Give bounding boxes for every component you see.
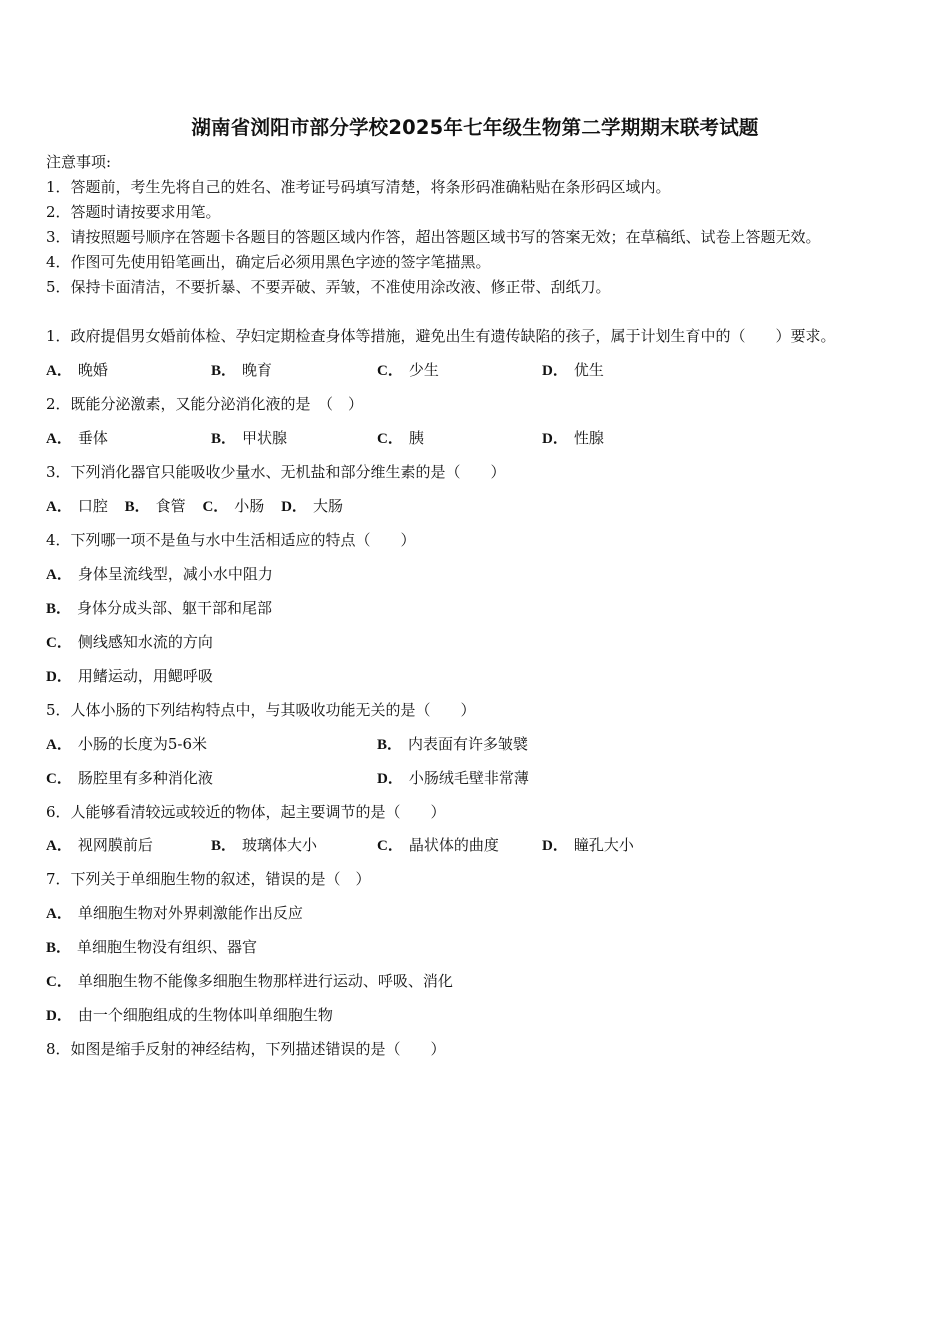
option-letter: C．: [377, 431, 403, 447]
option-b: [46, 598, 272, 619]
option-b: [125, 497, 186, 515]
option-b: [377, 734, 528, 755]
option-letter: D．: [46, 1008, 72, 1024]
option-text: 用鳍运动，用鳃呼吸: [77, 667, 213, 685]
option-text: 玻璃体大小: [242, 836, 318, 854]
option-d: [542, 428, 604, 449]
option-text: 内表面有许多皱襞: [408, 735, 529, 753]
option-text: 视网膜前后: [77, 836, 153, 854]
option-letter: C．: [377, 838, 403, 854]
option-c: [377, 360, 439, 381]
option-letter: B．: [46, 601, 72, 617]
option-letter: C．: [46, 771, 72, 787]
option-c: [202, 497, 264, 515]
option-letter: D．: [542, 838, 568, 854]
option-d: [46, 666, 213, 687]
option-letter: D．: [281, 499, 307, 515]
notes-item: 4．作图可先使用铅笔画出，确定后必须用黑色字迹的签字笔描黑。: [46, 253, 491, 271]
option-c: [46, 632, 213, 653]
option-b: [211, 835, 317, 856]
option-text: 晚婚: [77, 361, 108, 379]
option-d: [542, 835, 634, 856]
notes-item: 1．答题前，考生先将自己的姓名、准考证号码填写清楚，将条形码准确粘贴在条形码区域内。: [46, 178, 671, 196]
option-text: 瞳孔大小: [573, 836, 634, 854]
option-text: 食管: [155, 497, 186, 515]
notes-heading: 注意事项:: [46, 153, 112, 171]
option-text: 身体呈流线型，减小水中阻力: [77, 565, 273, 583]
option-letter: D．: [542, 363, 568, 379]
option-text: 单细胞生物不能像多细胞生物那样进行运动、呼吸、消化: [77, 972, 453, 990]
option-a: [46, 360, 108, 381]
option-letter: B．: [124, 499, 150, 515]
option-letter: C．: [46, 974, 72, 990]
option-d: [542, 360, 604, 381]
option-text: 由一个细胞组成的生物体叫单细胞生物: [77, 1006, 333, 1024]
option-letter: D．: [377, 771, 403, 787]
question-stem: 1．政府提倡男女婚前体检、孕妇定期检查身体等措施，避免出生有遗传缺陷的孩子，属于计划生育中的（ ）要求。: [46, 327, 836, 345]
option-d: [46, 1005, 333, 1026]
option-letter: A．: [46, 567, 72, 583]
question-stem: 5．人体小肠的下列结构特点中，与其吸收功能无关的是（ ）: [46, 701, 476, 719]
page-title: 湖南省浏阳市部分学校2025年七年级生物第二学期期末联考试题: [191, 116, 759, 139]
question-stem: 7．下列关于单细胞生物的叙述，错误的是（ ）: [46, 870, 371, 888]
options-row: [46, 734, 926, 754]
option-letter: B．: [211, 431, 237, 447]
option-letter: C．: [202, 499, 229, 515]
options-row: [46, 360, 926, 380]
option-letter: B．: [377, 737, 403, 753]
option-c: [377, 835, 499, 856]
question-stem: 3．下列消化器官只能吸收少量水、无机盐和部分维生素的是（ ）: [46, 463, 506, 481]
option-text: 身体分成头部、躯干部和尾部: [77, 599, 273, 617]
option-text: 单细胞生物没有组织、器官: [77, 938, 258, 956]
option-text: 晚育: [242, 361, 273, 379]
option-d: [377, 768, 529, 789]
option-text: 大肠: [312, 497, 343, 515]
option-text: 单细胞生物对外界刺激能作出反应: [77, 904, 303, 922]
option-text: 小肠: [234, 497, 265, 515]
option-text: 优生: [573, 361, 604, 379]
option-a: [46, 428, 108, 449]
option-letter: A．: [46, 737, 72, 753]
option-c: [46, 768, 213, 789]
option-letter: B．: [46, 940, 72, 956]
options-row: [46, 428, 926, 448]
option-d: [281, 497, 343, 515]
option-text: 少生: [408, 361, 439, 379]
option-letter: A．: [46, 499, 72, 515]
option-text: 甲状腺: [242, 429, 288, 447]
option-b: [211, 360, 272, 381]
question-stem: 2．既能分泌激素，又能分泌消化液的是 （ ）: [46, 395, 364, 413]
option-a: [46, 497, 108, 515]
option-a: [46, 835, 153, 856]
option-text: 晶状体的曲度: [408, 836, 499, 854]
option-letter: A．: [46, 906, 72, 922]
option-letter: B．: [211, 363, 237, 379]
option-text: 小肠的长度为5-6米: [77, 735, 207, 753]
option-letter: C．: [46, 635, 72, 651]
notes-item: 5．保持卡面清洁，不要折暴、不要弄破、弄皱，不准使用涂改液、修正带、刮纸刀。: [46, 278, 611, 296]
options-row: [46, 768, 926, 788]
option-text: 肠腔里有多种消化液: [77, 769, 213, 787]
option-text: 侧线感知水流的方向: [77, 633, 213, 651]
options-row: [46, 835, 926, 855]
option-text: 胰: [408, 429, 424, 447]
notes-item: 3．请按照题号顺序在答题卡各题目的答题区域内作答，超出答题区域书写的答案无效；在草稿纸、试卷上答题无效。: [46, 228, 821, 246]
notes-item: 2．答题时请按要求用笔。: [46, 203, 221, 221]
question-stem: 8．如图是缩手反射的神经结构，下列描述错误的是（ ）: [46, 1040, 446, 1058]
option-a: [46, 734, 207, 755]
option-text: 小肠绒毛壁非常薄: [408, 769, 529, 787]
option-c: [46, 971, 453, 992]
option-a: [46, 903, 303, 924]
option-a: [46, 564, 273, 585]
option-b: [46, 937, 257, 958]
option-letter: D．: [542, 431, 568, 447]
option-letter: A．: [46, 431, 72, 447]
option-c: [377, 428, 424, 449]
question-stem: 6．人能够看清较远或较近的物体，起主要调节的是（ ）: [46, 803, 446, 821]
option-b: [211, 428, 287, 449]
option-letter: C．: [377, 363, 403, 379]
option-text: 口腔: [77, 497, 108, 515]
option-letter: B．: [211, 838, 237, 854]
option-text: 垂体: [77, 429, 108, 447]
option-text: 性腺: [573, 429, 604, 447]
options-row: [46, 496, 355, 517]
option-letter: A．: [46, 838, 72, 854]
option-letter: A．: [46, 363, 72, 379]
option-letter: D．: [46, 669, 72, 685]
question-stem: 4．下列哪一项不是鱼与水中生活相适应的特点（ ）: [46, 531, 416, 549]
